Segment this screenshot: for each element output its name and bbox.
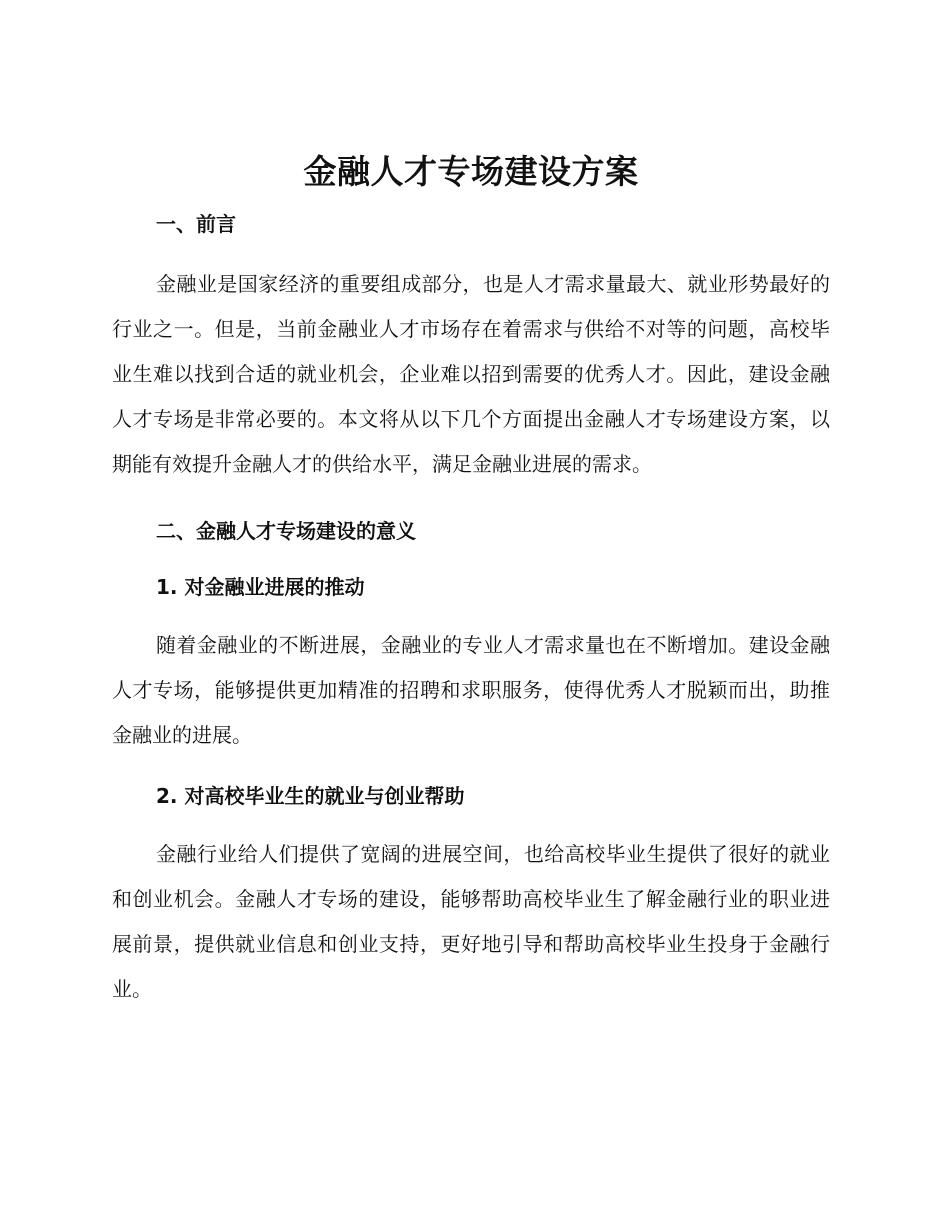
document-body [112, 146, 830, 1012]
subsection-heading-graduate-support: 2. 对高校毕业生的就业与创业帮助 [156, 784, 465, 808]
document-title: 金融人才专场建设方案 [303, 152, 639, 191]
preface-paragraph: 金融业是国家经济的重要组成部分，也是人才需求量最大、就业形势最好的行业之一。但是，当前金融业人才市场存在着需求与供给不对等的问题，高校毕业生难以找到合适的就业机会，企业难以招到需要的优秀人才。因此，建设金融人才专场是非常必要的。本文将从以下几个方面提出金融人才专场建设方案，以期能有效提升金融人才的供给水平，满足金融业进展的需求。 [112, 272, 830, 476]
graduate-support-paragraph: 金融行业给人们提供了宽阔的进展空间，也给高校毕业生提供了很好的就业和创业机会。金融人才专场的建设，能够帮助高校毕业生了解金融行业的职业进展前景，提供就业信息和创业支持，更好地引导和帮助高校毕业生投身于金融行业。 [112, 842, 830, 1001]
section-heading-significance: 二、金融人才专场建设的意义 [156, 519, 416, 543]
section-heading-preface: 一、前言 [156, 212, 236, 236]
industry-impact-paragraph: 随着金融业的不断进展，金融业的专业人才需求量也在不断增加。建设金融人才专场，能够提供更加精准的招聘和求职服务，使得优秀人才脱颖而出，助推金融业的进展。 [112, 633, 830, 747]
subsection-heading-industry-impact: 1. 对金融业进展的推动 [156, 575, 365, 599]
